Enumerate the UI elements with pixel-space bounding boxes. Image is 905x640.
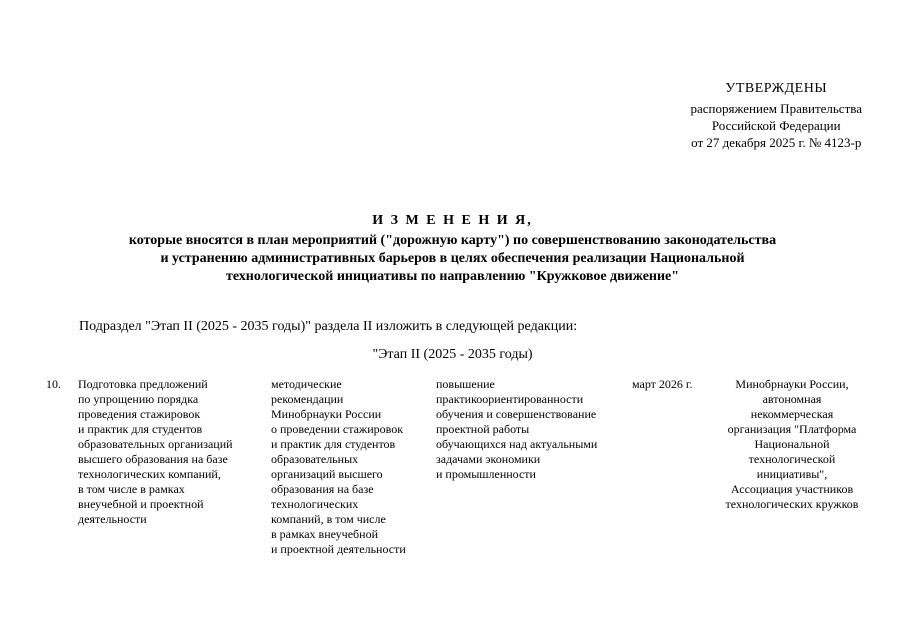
goal-line: проектной работы (436, 422, 530, 436)
result-line: в рамках внеучебной (271, 527, 378, 541)
responsible-line: Ассоциация участников (730, 482, 854, 496)
row-number: 10. (46, 377, 61, 391)
title-main: И З М Е Н Е Н И Я, (372, 213, 533, 228)
activity-line: внеучебной и проектной (78, 497, 204, 511)
goal-line: задачами экономики (436, 452, 541, 466)
approval-heading: УТВЕРЖДЕНЫ (725, 81, 828, 96)
activity-line: Подготовка предложений (78, 377, 208, 391)
responsible-line: некоммерческая (750, 407, 834, 421)
responsible-line: технологической (748, 452, 836, 466)
activity-line: деятельности (78, 512, 147, 526)
title-subline: которые вносятся в план мероприятий ("дорожную карту") по совершенствованию законодательства (128, 233, 777, 248)
title-subline: технологической инициативы по направлению "Кружковое движение" (225, 269, 680, 284)
result-line: образовательных (271, 452, 359, 466)
responsible-line: технологических кружков (725, 497, 859, 511)
result-line: методические (271, 377, 342, 391)
activity-line: по упрощению порядка (78, 392, 199, 406)
approval-line: Российской Федерации (711, 118, 841, 133)
activity-line: проведения стажировок (78, 407, 201, 421)
result-line: рекомендации (271, 392, 344, 406)
result-line: организаций высшего (271, 467, 383, 481)
intro-paragraph: Подраздел "Этап II (2025 - 2035 годы)" раздела II изложить в следующей редакции: (79, 319, 578, 334)
goal-line: обучения и совершенствование (436, 407, 597, 421)
goal-line: повышение (436, 377, 495, 391)
document-title (60, 212, 845, 286)
activity-line: в том числе в рамках (78, 482, 185, 496)
responsible-line: Минобрнауки России, (735, 377, 849, 391)
goal-line: практикоориентированности (436, 392, 584, 406)
title-subline: и устранению административных барьеров в целях обеспечения реализации Национальной (160, 251, 745, 266)
goal-cell (436, 377, 597, 482)
result-line: образования на базе (271, 482, 374, 496)
goal-line: обучающихся над актуальными (436, 437, 598, 451)
responsible-cell (718, 377, 866, 512)
goal-line: и промышленности (436, 467, 536, 481)
activity-line: высшего образования на базе (78, 452, 228, 466)
approval-line: от 27 декабря 2025 г. № 4123-р (691, 135, 862, 150)
approval-line: распоряжением Правительства (690, 101, 862, 116)
activity-cell (78, 377, 233, 527)
deadline-cell: март 2026 г. (632, 377, 693, 391)
result-line: и проектной деятельности (271, 542, 406, 556)
result-line: технологических (271, 497, 359, 511)
activity-line: образовательных организаций (78, 437, 233, 451)
stage-heading: "Этап II (2025 - 2035 годы) (372, 347, 533, 362)
result-line: о проведении стажировок (271, 422, 404, 436)
responsible-line: Национальной (754, 437, 830, 451)
responsible-line: автономная (762, 392, 822, 406)
activity-line: технологических компаний, (78, 467, 221, 481)
result-line: компаний, в том числе (271, 512, 386, 526)
result-line: и практик для студентов (271, 437, 396, 451)
result-line: Минобрнауки России (271, 407, 382, 421)
responsible-line: инициативы", (756, 467, 828, 481)
responsible-line: организация "Платформа (727, 422, 857, 436)
approval-stamp (690, 80, 862, 151)
result-cell (271, 377, 406, 557)
activity-line: и практик для студентов (78, 422, 203, 436)
